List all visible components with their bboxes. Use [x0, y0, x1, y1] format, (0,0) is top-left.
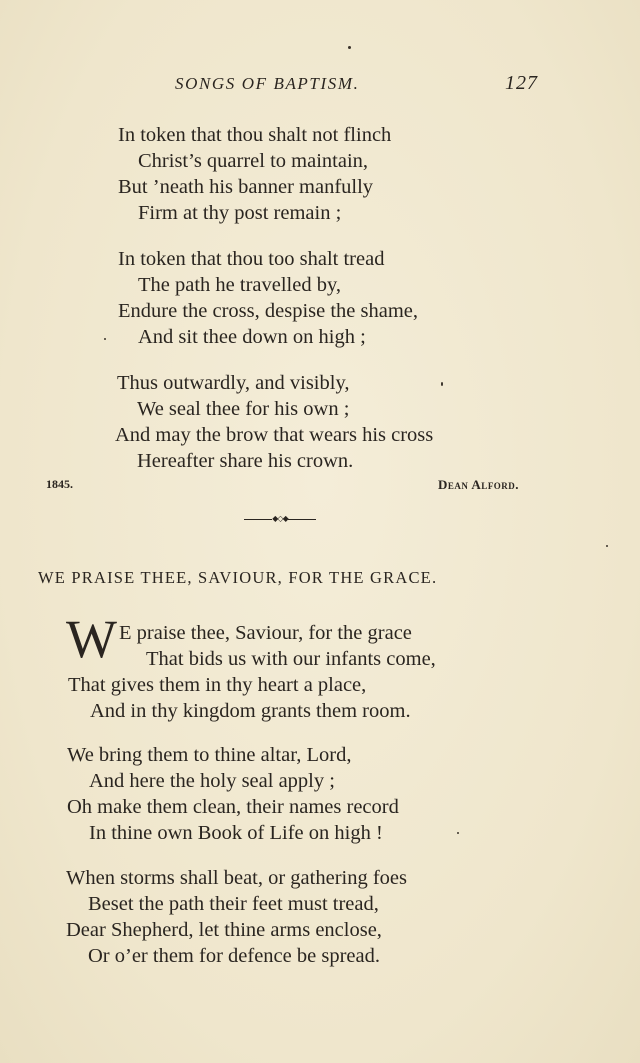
poem-line: And may the brow that wears his cross [115, 424, 434, 446]
poem-year: 1845. [46, 477, 73, 491]
poem-line: We bring them to thine altar, Lord, [67, 744, 352, 766]
divider-rule [244, 519, 272, 520]
paper-speck [441, 382, 443, 386]
poem-line: In token that thou shalt not flinch [118, 124, 392, 146]
poem-line: But ’neath his banner manfully [118, 176, 374, 198]
poem-line: In token that thou too shalt tread [118, 248, 385, 270]
diamond-ornament-icon: ◆◇◆ [272, 514, 288, 523]
poem-line: And sit thee down on high ; [138, 326, 366, 348]
page-header [0, 74, 640, 102]
poem-line: In thine own Book of Life on high ! [89, 822, 383, 844]
poem-line: That bids us with our infants come, [146, 648, 436, 670]
poem-line: Endure the cross, despise the shame, [118, 300, 419, 322]
paper-speck [606, 545, 608, 547]
running-title: SONGS OF BAPTISM. [175, 74, 360, 93]
divider-rule [288, 519, 316, 520]
poem-line: When storms shall beat, or gathering foes [66, 867, 408, 889]
page-number: 127 [505, 72, 538, 94]
poem-line: Beset the path their feet must tread, [88, 893, 379, 915]
poem-line: That gives them in thy heart a place, [68, 674, 367, 696]
poem-line: E praise thee, Saviour, for the grace [119, 622, 412, 644]
poem-line: And here the holy seal apply ; [89, 770, 335, 792]
poem-line: Hereafter share his crown. [137, 450, 354, 472]
poem-line: Or o’er them for defence be spread. [88, 945, 380, 967]
poem-line: The path he travelled by, [138, 274, 342, 296]
paper-speck [104, 338, 106, 340]
section-divider-ornament [244, 513, 316, 525]
paper-speck [348, 46, 351, 49]
poem-line: Firm at thy post remain ; [138, 202, 342, 224]
drop-cap: W [66, 609, 117, 669]
poem-line: Thus outwardly, and visibly, [117, 372, 350, 394]
poem-line: We seal thee for his own ; [137, 398, 350, 420]
hymn-title: WE PRAISE THEE, SAVIOUR, FOR THE GRACE. [38, 568, 438, 587]
poem-line: And in thy kingdom grants them room. [90, 700, 411, 722]
poem-line: Christ’s quarrel to maintain, [138, 150, 369, 172]
poem-author: Dean Alford. [438, 477, 520, 492]
poem-line: Oh make them clean, their names record [67, 796, 399, 818]
poem-line: Dear Shepherd, let thine arms enclose, [66, 919, 382, 941]
paper-speck [457, 832, 459, 834]
